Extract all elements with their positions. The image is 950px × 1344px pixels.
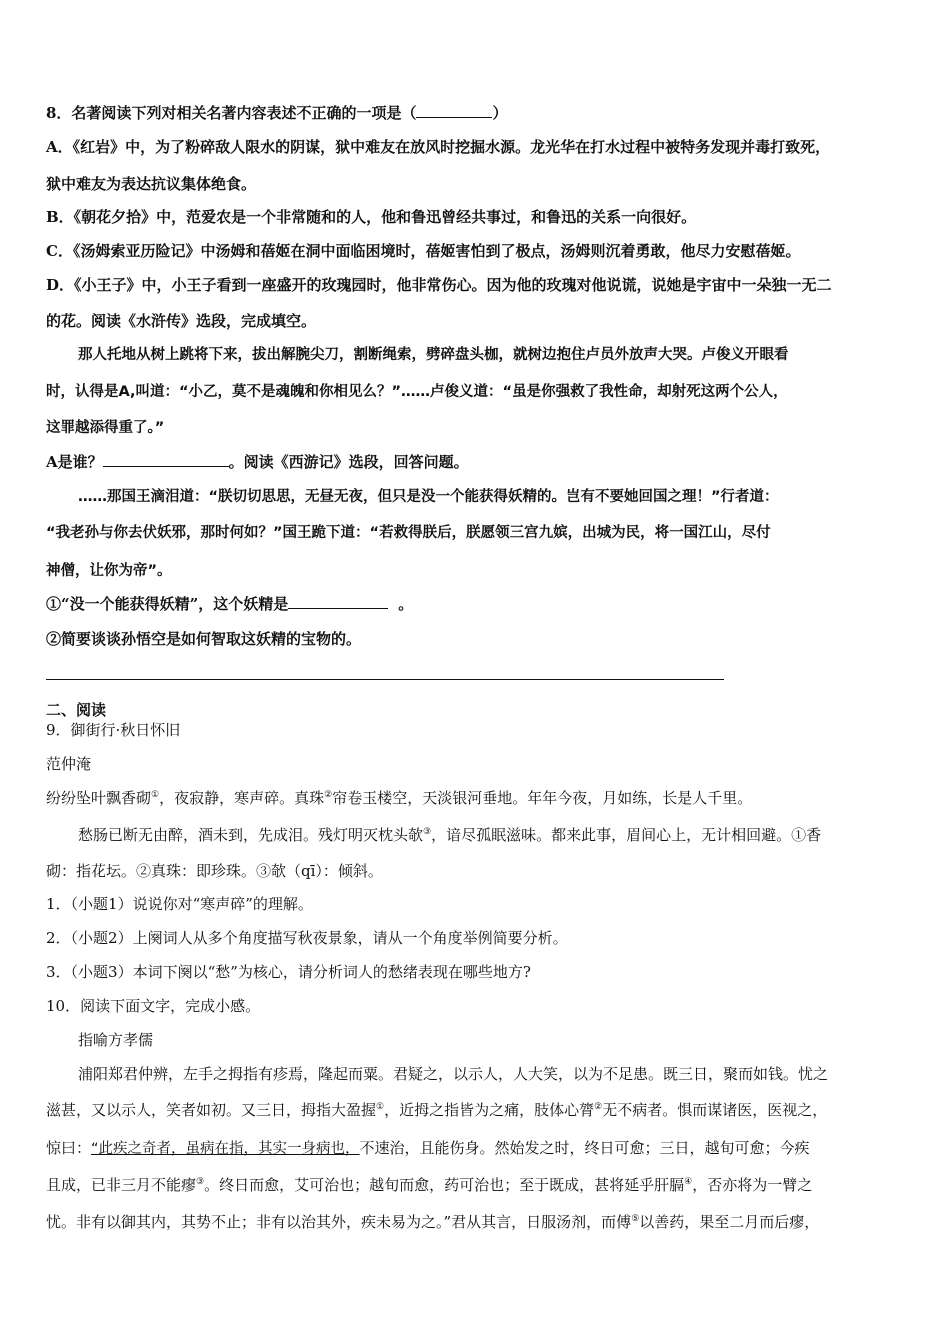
q9-title: 9．御街行·秋日怀旧 xyxy=(46,721,181,739)
q10-title: 10．阅读下面文字，完成小感。 xyxy=(46,997,261,1015)
note-marker: ③ xyxy=(423,827,432,837)
q8-option-c: C．《汤姆索亚历险记》中汤姆和蓓姬在洞中面临困境时，蓓姬害怕到了极点，汤姆则沉着勇敢，他尽力安慰蓓姬。 xyxy=(46,242,801,260)
xiyou-excerpt-line3: 神僧，让你为帝”。 xyxy=(46,563,172,579)
shuihu-excerpt-line1: 那人托地从树上跳将下来，拔出解腕尖刀，割断绳索，劈碎盘头枷，就树边抱住卢员外放声大哭。卢俊义开眼看 xyxy=(78,347,789,363)
q8-stem: 8．名著阅读下列对相关名著内容表述不正确的一项是（ ） xyxy=(46,104,508,122)
q8-option-d-cont: 的花。阅读《水浒传》选段，完成填空。 xyxy=(46,312,317,330)
passage-line5: 忧。非有以御其内，其势不止；非有以治其外，疾未易为之。”君从其言，日服汤剂，而傅⑤以善药，果至二月而后瘳， xyxy=(46,1213,820,1231)
who-is-a-question: A是谁？ 。阅读《西游记》选段，回答问题。 xyxy=(46,453,469,471)
q8-option-a-cont: 狱中难友为表达抗议集体绝食。 xyxy=(46,175,257,193)
q9-subquestion-3: 3．（小题3）本词下阕以“愁”为核心，请分析词人的愁绪表现在哪些地方? xyxy=(46,963,531,981)
sub1-answer-blank xyxy=(288,594,388,609)
section-title: 二、阅读 xyxy=(46,701,107,719)
note-marker: ④ xyxy=(684,1177,693,1187)
note-marker: ① xyxy=(376,1102,385,1112)
passage-line4: 且成，已非三月不能瘳③。终日而愈，艾可治也；越旬而愈，药可治也；至于既成，甚将延乎肝膈④，否亦将为一臂之 xyxy=(46,1176,813,1194)
note-marker: ③ xyxy=(196,1177,205,1187)
passage-title: 指喻方孝儒 xyxy=(78,1031,154,1049)
q8-option-d: D．《小王子》中，小王子看到一座盛开的玫瑰园时，他非常伤心。因为他的玫瑰对他说谎，说她是宇宙中一朵独一无二 xyxy=(46,276,832,294)
passage-line1: 浦阳郑君仲辨，左手之拇指有疹焉，隆起而粟。君疑之，以示人，人大笑，以为不足患。既三日，聚而如钱。忧之 xyxy=(78,1065,829,1083)
note-marker: ② xyxy=(594,1102,603,1112)
xiyou-excerpt-line2: “我老孙与你去伏妖邪，那时何如？”国王跪下道：“若救得朕后，朕愿领三宫九嫔，出城为民，将一国江山，尽付 xyxy=(46,525,771,541)
passage-line2: 滋甚，又以示人，笑者如初。又三日，拇指大盈握①，近拇之指皆为之痛，肢体心膂②无不病者。惧而谋诸医，医视之， xyxy=(46,1101,828,1119)
q9-subquestion-2: 2．（小题2）上阕词人从多个角度描写秋夜景象，请从一个角度举例简要分析。 xyxy=(46,929,568,947)
q8-answer-blank xyxy=(416,103,492,118)
shuihu-excerpt-line2: 时，认得是A,叫道：“小乙，莫不是魂魄和你相见么？”……卢俊义道：“虽是你强救了我性命，却射死这两个公人， xyxy=(46,384,788,400)
poem-stanza1: 纷纷坠叶飘香砌①，夜寂静，寒声碎。真珠②帘卷玉楼空，天淡银河垂地。年年今夜，月如练，长是人千里。 xyxy=(46,789,753,807)
q8-sub2: ②简要谈谈孙悟空是如何智取这妖精的宝物的。 xyxy=(46,630,362,648)
note-marker: ② xyxy=(324,790,333,800)
q8-sub1: ①“没一个能获得妖精”，这个妖精是 。 xyxy=(46,595,414,613)
answer-line xyxy=(46,679,724,680)
underlined-sentence: “此疾之奇者，虽病在指，其实一身病也， xyxy=(91,1141,360,1157)
q8-option-b: B．《朝花夕拾》中，范爱农是一个非常随和的人，他和鲁迅曾经共事过，和鲁迅的关系一向很好。 xyxy=(46,208,697,226)
q8-option-a: A．《红岩》中，为了粉碎敌人限水的阴谋，狱中难友在放风时挖掘水源。龙光华在打水过程中被特务发现并毒打致死， xyxy=(46,138,831,156)
xiyou-excerpt-line1: ……那国王滴泪道：“朕切切思思，无昼无夜，但只是没一个能获得妖精的。岂有不要她回国之理！”行者道： xyxy=(78,489,779,505)
passage-line3: 惊曰：“此疾之奇者，虽病在指，其实一身病也，不速治，且能伤身。然始发之时，终日可愈；三日，越旬可愈；今疾 xyxy=(46,1139,810,1157)
note-marker: ⑤ xyxy=(631,1214,640,1224)
q9-author: 范仲淹 xyxy=(46,755,92,773)
poem-stanza2: 愁肠已断无由醉，酒未到，先成泪。残灯明灭枕头欹③，谙尽孤眠滋味。都来此事，眉间心上，无计相回避。①香 xyxy=(78,826,822,844)
q9-subquestion-1: 1．（小题1）说说你对“寒声碎”的理解。 xyxy=(46,895,313,913)
who-is-a-blank xyxy=(103,452,229,467)
note-marker: ① xyxy=(151,790,160,800)
poem-notes: 砌：指花坛。②真珠：即珍珠。③欹（qī）：倾斜。 xyxy=(46,862,383,880)
shuihu-excerpt-line3: 这罪越添得重了。” xyxy=(46,420,165,436)
